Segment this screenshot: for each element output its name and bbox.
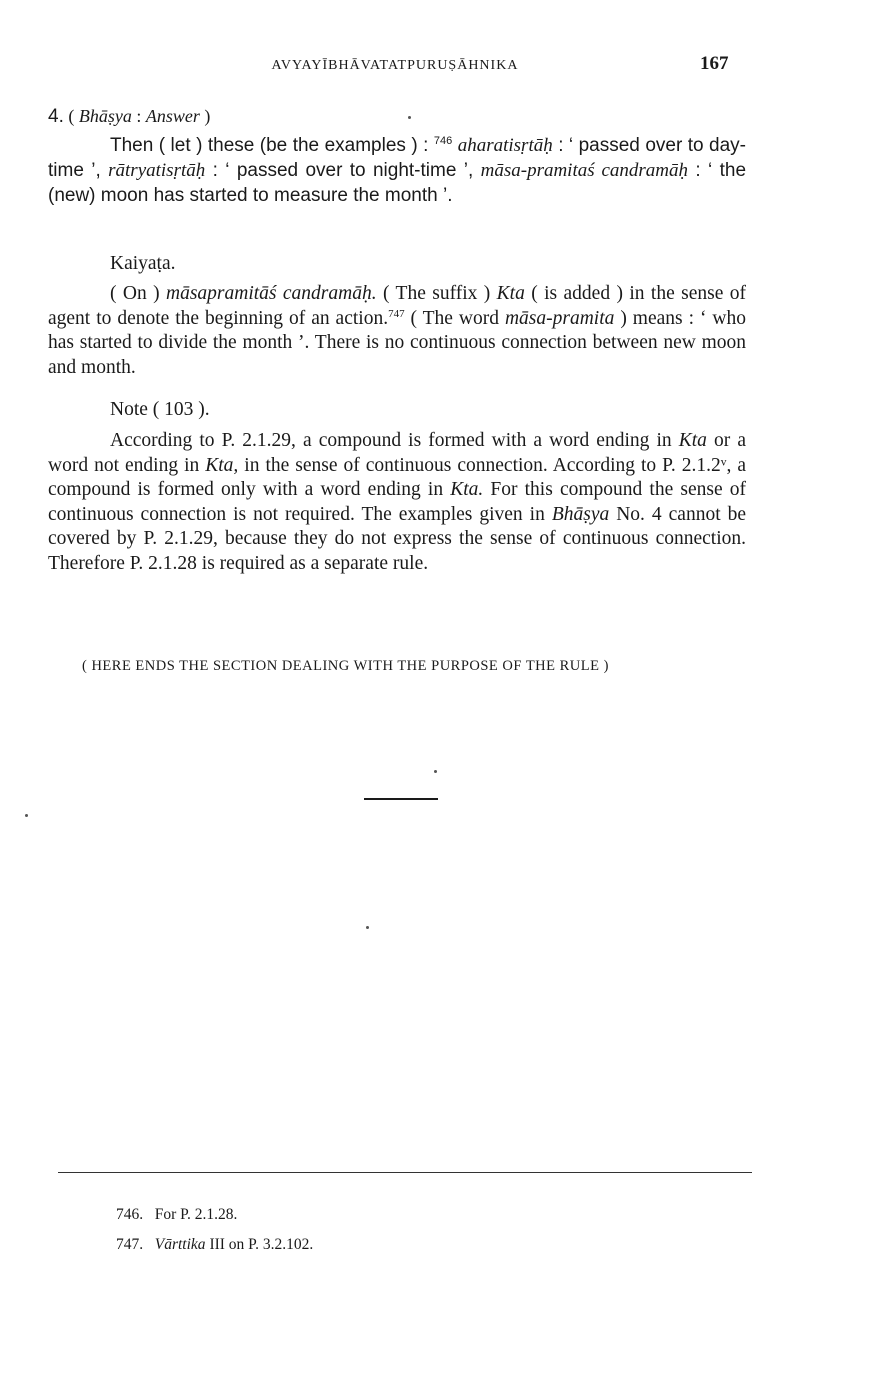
kaiyata-text-3: ( is added ) in the sense of agent to denote the beginning of an action. [48,283,746,329]
running-header: AVYAYĪBHĀVATATPURUṢĀHNIKA [271,58,519,73]
footnote-747 [116,1236,313,1254]
example-ratryatisrtah: rātryatisṛtāḥ [108,160,206,181]
note-italic-4: Bhāṣya [551,503,610,525]
bhasya-label-open: ( [68,106,79,126]
kaiyata-paragraph [48,282,746,380]
bhasya-label-bhasya: Bhāṣya [78,106,132,126]
note-text-1: According to P. 2.1.29, a compound is formed with a word ending in [110,430,679,451]
footnote-746 [116,1206,237,1224]
kaiyata-italic-1: māsapramitāś candramāḥ. [166,283,377,304]
note-italic-2: Kta, [205,454,239,476]
footnote-number: 747. [116,1236,144,1253]
bhasya-text-3: : ‘ passed over to day-time ’, [48,135,747,181]
kaiyata-text-2: ( The suffix ) [376,283,497,304]
footnote-text: III on P. 3.2.102. [205,1236,314,1253]
footnote-number: 746. [116,1206,144,1223]
footnote-italic: Vārttika [154,1236,206,1253]
note-italic-3: Kta. [450,479,484,500]
bhasya-text-1: Then ( let ) these (be the examples ) : [110,135,434,156]
bhasya-text-5: : ‘ the (new) moon has started to measure the month ’. [48,160,747,206]
bhasya-number: 4. [48,106,64,127]
example-masapramita: māsa-pramitaś candramāḥ [480,160,689,181]
note-text-4: For this compound the sense of continuous connection is not required. The examples given in [48,479,746,525]
footnote-rule [58,1172,752,1173]
section-divider [364,798,438,800]
footnote-ref-746: 746 [433,135,453,147]
kaiyata-text-5: ) means : ‘ who has started to divide the month ’. There is no continuous connection between new moon and month. [48,307,746,378]
page-number: 167 [700,53,729,74]
kaiyata-italic-2: Kta [496,283,525,304]
note-italic-1: Kta [678,430,707,451]
example-aharatisrtah: aharatisṛtāḥ [457,135,553,156]
scan-speck [434,770,437,773]
note-text-5: No. 4 cannot be covered by P. 2.1.29, because they do not express the sense of continuous connection. Therefore P. 2.1.28 is required as a separate rule. [48,503,746,574]
footnote-text: For P. 2.1.28. [154,1206,238,1223]
note-paragraph [48,429,746,576]
bhasya-paragraph [48,133,746,208]
note-text-2: or a word not ending in [48,430,746,476]
bhasya-label-close: ) [199,106,211,126]
footnote-ref-747: 747 [388,307,405,320]
bhasya-text-4: : ‘ passed over to night-time ’, [205,160,481,181]
kaiyata-text-1: ( On ) [110,283,166,304]
bhasya-label-sep: : [131,106,146,126]
kaiyata-heading: Kaiyaṭa. [110,253,176,274]
scan-speck [25,814,28,817]
section-end-note: ( HERE ENDS THE SECTION DEALING WITH THE PURPOSE OF THE RULE ) [82,658,609,674]
bhasya-label [48,104,210,129]
scan-speck [366,926,369,929]
kaiyata-italic-3: māsa-pramita [504,307,615,329]
note-text-3: in the sense of continuous connection. According to P. 2.1.2ᵛ, a compound is formed only with a word ending in [48,454,746,500]
bhasya-label-answer: Answer [145,106,200,126]
kaiyata-text-4: ( The word [404,307,505,329]
note-heading: Note ( 103 ). [110,399,210,420]
scan-speck [408,116,411,119]
